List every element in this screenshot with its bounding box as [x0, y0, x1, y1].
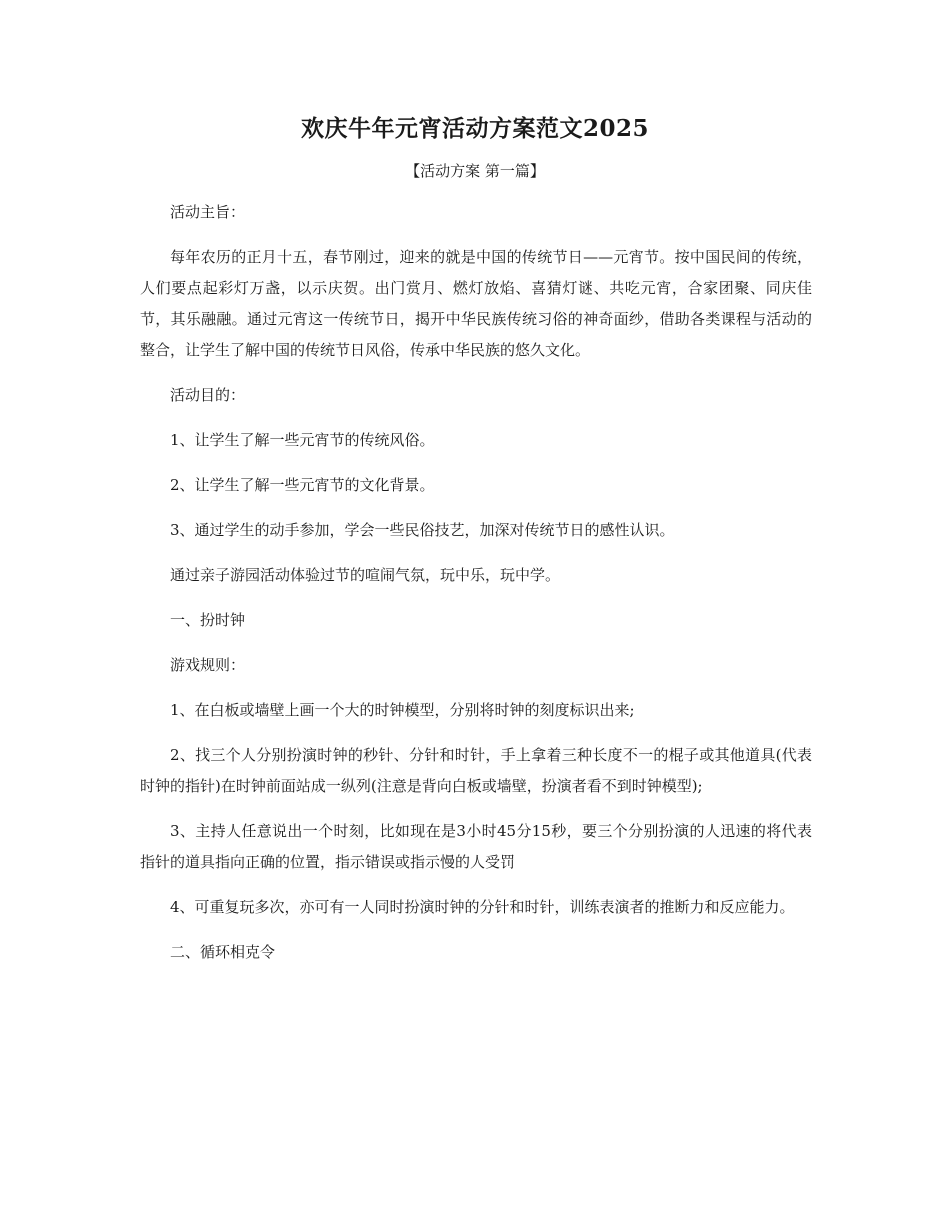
- paragraph-rule-1: 1、在白板或墙壁上画一个大的时钟模型，分别将时钟的刻度标识出来;: [170, 701, 635, 719]
- paragraph-rule-2: 2、找三个人分别扮演时钟的秒针、分针和时针，手上拿着三种长度不一的棍子或其他道具(代表时钟的指针)在时钟前面站成一纵列(注意是背向白板或墙壁，扮演者看不到时钟模型);: [140, 746, 812, 795]
- document-subtitle: 【活动方案 第一篇】: [405, 162, 545, 180]
- paragraph-goal-heading: 活动目的：: [170, 386, 246, 404]
- paragraph-section-1-heading: 一、扮时钟: [170, 611, 246, 629]
- paragraph-experience: 通过亲子游园活动体验过节的喧闹气氛，玩中乐，玩中学。: [170, 566, 561, 584]
- paragraph-rules-heading: 游戏规则：: [170, 656, 246, 674]
- paragraph-purpose-heading: 活动主旨：: [170, 203, 246, 221]
- document-title: 欢庆牛年元宵活动方案范文2025: [300, 115, 649, 142]
- paragraph-goal-1: 1、让学生了解一些元宵节的传统风俗。: [170, 431, 435, 449]
- paragraph-goal-3: 3、通过学生的动手参加，学会一些民俗技艺，加深对传统节日的感性认识。: [170, 521, 675, 539]
- paragraph-rule-3: 3、主持人任意说出一个时刻，比如现在是3小时45分15秒，要三个分别扮演的人迅速的将代表指针的道具指向正确的位置，指示错误或指示慢的人受罚: [140, 822, 812, 871]
- paragraph-purpose-text: 每年农历的正月十五，春节刚过，迎来的就是中国的传统节日——元宵节。按中国民间的传统，人们要点起彩灯万盏，以示庆贺。出门赏月、燃灯放焰、喜猜灯谜、共吃元宵，合家团聚、同庆佳节，其乐融融。通过元宵这一传统节日，揭开中华民族传统习俗的神奇面纱，借助各类课程与活动的整合，让学生了解中国的传统节日风俗，传承中华民族的悠久文化。: [140, 248, 812, 359]
- paragraph-rule-4: 4、可重复玩多次，亦可有一人同时扮演时钟的分针和时针，训练表演者的推断力和反应能力。: [170, 898, 795, 916]
- paragraph-section-2-heading: 二、循环相克令: [170, 943, 276, 961]
- document-body: [140, 197, 812, 968]
- paragraph-goal-2: 2、让学生了解一些元宵节的文化背景。: [170, 476, 435, 494]
